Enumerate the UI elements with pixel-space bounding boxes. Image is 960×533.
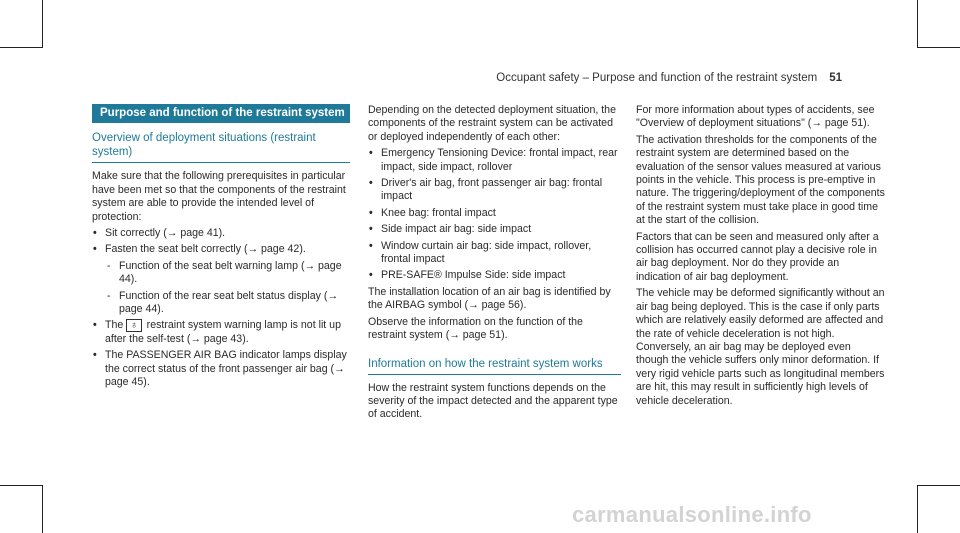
running-header	[496, 72, 842, 84]
crop-mark	[0, 47, 42, 48]
paragraph: Factors that can be seen and measured only after a collision has occurred cannot play a decisive role in air bag deployment. Nor do they provide an indication of air bag deployment.	[636, 230, 879, 283]
crop-mark	[918, 47, 960, 48]
paragraph: The installation location of an air bag is identified by the AIRBAG symbol (→ page 56).	[368, 285, 611, 312]
list-item: • Driver's air bag, front passenger air bag: frontal impact	[369, 177, 603, 203]
sub-list-item: - Function of the seat belt warning lamp (→ page 44).	[107, 259, 342, 286]
list-item: • Sit correctly (→ page 41).	[93, 227, 226, 240]
crop-mark	[0, 485, 42, 486]
header-text: Occupant safety – Purpose and function of the restraint system	[496, 72, 818, 84]
crop-mark	[42, 485, 43, 533]
column-1	[92, 104, 350, 393]
section-title: Purpose and function of the restraint system	[92, 104, 350, 123]
list-item: • Window curtain air bag: side impact, rollover, frontal impact	[369, 239, 592, 266]
intro-paragraph: Make sure that the following prerequisites in particular have been met so that the components of the restraint system are able to provide the intended level of protection:	[92, 170, 346, 223]
deployment-list	[368, 147, 621, 283]
paragraph: Observe the information on the function of the restraint system (→ page 51).	[368, 315, 583, 342]
crop-mark	[917, 485, 918, 533]
list-item: • Emergency Tensioning Device: frontal impact, rear impact, side impact, rollover	[369, 147, 618, 173]
list-item: • The PASSENGER AIR BAG indicator lamps display the correct status of the front passenger air bag (→ page 45).	[93, 349, 347, 389]
crop-mark	[42, 0, 43, 48]
list-item: • Fasten the seat belt correctly (→ page 42). - Function of the seat belt warning lamp (→ page 44). - Function of the rear seat belt status display (→ page 44).	[92, 243, 350, 316]
paragraph: The vehicle may be deformed significantly without an air bag being deployed. This is the case if only parts which are relatively easily deformed are affected and the rate of vehicle deceleration is not high. Conversely, an air bag may be deployed even though the vehicle suffers only minor deformation. If very rigid vehicle parts such as longitudinal members are hit, this may result in sufficiently high levels of vehicle deceleration.	[636, 287, 885, 407]
sub-list-item: - Function of the rear seat belt status display (→ page 44).	[107, 289, 339, 316]
paragraph: For more information about types of accidents, see "Overview of deployment situations" (→ page 51).	[636, 104, 875, 130]
column-2	[368, 104, 621, 425]
restraint-warning-lamp-icon: ♁	[126, 319, 142, 332]
list-item: • PRE-SAFE® Impulse Side: side impact	[369, 269, 566, 282]
list-item: • Knee bag: frontal impact	[369, 206, 496, 219]
page-number: 51	[829, 72, 842, 84]
crop-mark	[918, 485, 960, 486]
paragraph: How the restraint system functions depends on the severity of the impact detected and the apparent type of accident.	[368, 381, 618, 421]
intro-paragraph: Depending on the detected deployment situation, the components of the restraint system can be activated or deployed independently of each other:	[368, 104, 616, 143]
list-item: • The ♁ restraint system warning lamp is not lit up after the self-test (→ page 43).	[93, 319, 341, 345]
subsection-title: Overview of deployment situations (restraint system)	[92, 131, 350, 163]
paragraph: The activation thresholds for the components of the restraint system are determined based on the evaluation of the sensor values measured at various points in the vehicle. This process is pre-emptive in nature. The triggering/deployment of the components of the restraint system must take place in good time at the start of the collision.	[636, 133, 885, 227]
prerequisite-list	[92, 227, 350, 389]
crop-mark	[917, 0, 918, 48]
list-item: • Side impact air bag: side impact	[369, 223, 532, 236]
column-3	[636, 104, 886, 411]
subsection-title: Information on how the restraint system works	[368, 357, 621, 375]
watermark: carmanualsonline.info	[572, 502, 812, 527]
sub-list	[105, 260, 350, 317]
